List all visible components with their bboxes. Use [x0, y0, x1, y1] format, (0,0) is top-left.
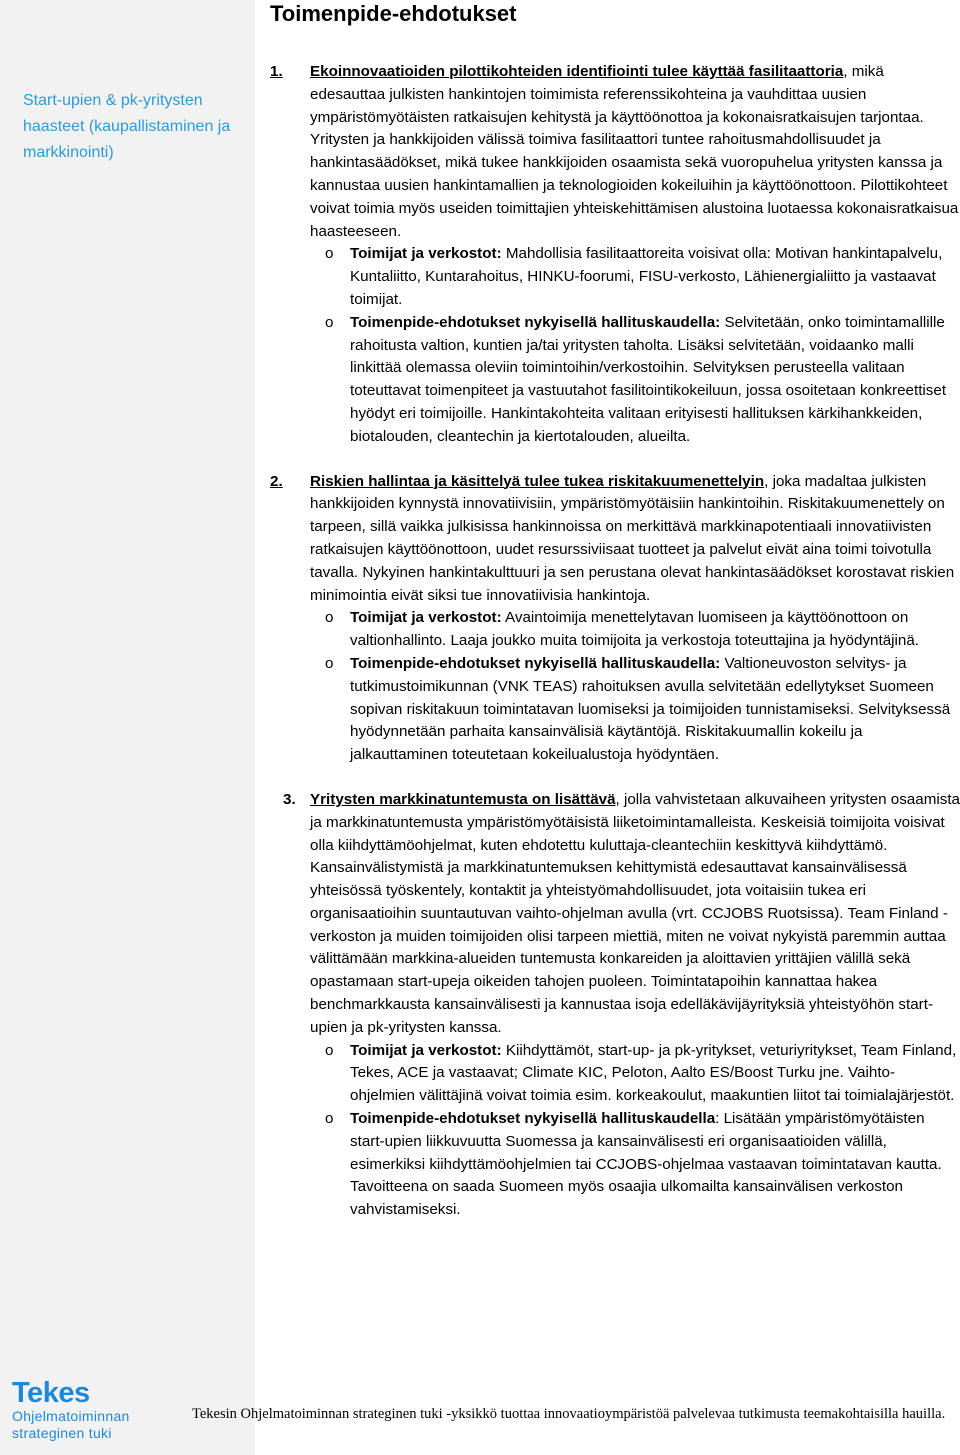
proposal-item-2 — [270, 471, 960, 767]
item-body: , joka madaltaa julkisten hankkijoiden kynnystä innovatiivisiin, ympäristömyötäisiin hankintoihin. Riskitakuumenettely on tarpeen, sillä vaikka julkisissa hankinnoissa on merkittävä markkinapotentiaali innovatiivisten ratkaisujen käyttöönottoon, uudet resurssiviisaat tuotteet ja palvelut eivät aina toimi toivotulla tavalla. Nykyinen hankintakulttuuri ja sen perustana olevat hankintasäädökset korostavat riskien minimointia eivät siksi tue innovatiivisia hankintoja. — [310, 472, 955, 604]
sub-item-text: Kiihdyttämöt, start-up- ja pk-yritykset, veturiyritykset, Team Finland, Tekes, ACE ja vastaavat; Climate KIC, Peloton, Aalto ES/Boost Turku jne. Vaihto-ohjelmien välittäjinä voivat toimia esim. korkeakoulut, maakuntien liitot tai toimialajärjestöt. — [350, 1041, 957, 1105]
sub-item — [310, 312, 960, 449]
page-footer: Tekesin Ohjelmatoiminnan strateginen tuki -yksikkö tuottaa innovaatioympäristöä palvelevaa tutkimusta teemakohtaisilla hauilla. — [192, 1406, 946, 1422]
item-paragraph — [310, 471, 960, 608]
sub-item-text: Avaintoimija menettelytavan luomiseen ja käyttöönottoon on valtionhallinto. Laaja joukko muita toimijoita ja verkostoja toteuttajina ja hyödyntäjinä. — [350, 609, 920, 650]
sub-item-lead: Toimijat ja verkostot: — [350, 1041, 502, 1059]
item-number: 1. — [270, 63, 283, 80]
item-lead: Ekoinnovaatioiden pilottikohteiden identifiointi tulee käyttää fasilitaattoria — [310, 63, 844, 80]
sub-item — [310, 1108, 960, 1222]
logo-wordmark: Tekes — [12, 1377, 90, 1409]
bullet-marker: o — [325, 609, 334, 627]
page-title: Toimenpide-ehdotukset — [270, 1, 517, 26]
sub-item — [310, 243, 960, 311]
sub-item-lead: Toimijat ja verkostot: — [350, 609, 502, 627]
proposal-list — [270, 61, 960, 1222]
sub-item-text: Mahdollisia fasilitaattoreita voisivat olla: Motivan hankintapalvelu, Kuntaliitto, Kuntarahoitus, HINKU-foorumi, FISU-verkosto, Lähienergialiitto ja vastaavat toimijat. — [350, 245, 943, 308]
logo-line-1: Ohjelmatoiminnan — [12, 1408, 130, 1424]
sub-item-lead: Toimijat ja verkostot: — [350, 245, 502, 263]
sub-item-text: Selvitetään, onko toimintamallille rahoitusta valtion, kuntien ja/tai yritysten taholta. Lisäksi selvitetään, voidaanko malli linkittää olemassa oleviin toimintoihin/verkostoihin. Selvityksen perusteella valitaan toteuttavat toimenpiteet ja vastuutahot fasilitointikokeiluun, jossa osoitetaan konkreettiset hyödyt eri toimijoille. Hankintakohteita valitaan erityisesti hallituksen kärkihankkeiden, biotalouden, cleantechin ja kiertotalouden, alueilta. — [350, 313, 947, 445]
item-body: , jolla vahvistetaan alkuvaiheen yritysten osaamista ja markkinatuntemusta ympäristömyötäisistä liiketoimintamalleista. Keskeisiä toimijoita voisivat olla kiihdyttämöohjelmat, kuten ehdotettu kuluttaja-cleantechiin keskittyvä kiihdyttämö. Kansainvälistymistä ja markkinatuntemuksen kehittymistä edesauttavat kansainvälisessä yhteisössä työskentely, kontaktit ja yhteistyömahdollisuudet, jota voitaisiin tukea eri organisaatioihin suuntautuvan vaihto-ohjelman avulla (vrt. CCJOBS Ruotsissa). Team Finland -verkoston ja muiden toimijoiden olisi tarpeen miettiä, miten ne voivat nykyistä paremmin auttaa välittämään markkina-alueiden tuntemusta konkareiden ja aloittavien yrittäjien välillä sekä opastamaan start-upeja oikeiden tahojen puoleen. Toimintatapoihin kannattaa hakea benchmarkkausta kansainvälisesti ja kannustaa isoja edelläkävijäyrityksiä yhteistyöhön start-upien ja pk-yritysten kanssa. — [310, 790, 960, 1036]
item-paragraph — [310, 61, 960, 243]
proposal-item-3 — [270, 789, 960, 1222]
bullet-marker: o — [325, 1110, 334, 1128]
sub-item-lead: Toimenpide-ehdotukset nykyisellä hallituskaudella — [350, 1110, 716, 1128]
sub-item-text: Valtioneuvoston selvitys- ja tutkimustoimikunnan (VNK TEAS) rahoituksen avulla selvitetään edellytykset Suomeen sopivan riskitakuun toimintatavan luomiseksi ja toimijoiden tunnistamiseksi. Selvityksessä hyödynnetään parhaita kansainvälisiä käytäntöjä. Riskitakuumallin kokeilu ja jalkauttaminen toteutetaan kokeilualustoja hyödyntäen. — [350, 654, 951, 764]
item-number: 3. — [283, 790, 296, 808]
bullet-marker: o — [325, 313, 334, 331]
sub-item-text: : Lisätään ympäristömyötäisten start-upien liikkuvuutta Suomessa ja kansainvälisesti eri organisaatioiden välillä, esimerkiksi kiihdyttämöohjelmien tai CCJOBS-ohjelmaa vastaavan toimintatavan kautta. Tavoitteena on saada Suomeen myös osaajia ulkomailta kansainvälisen verkoston vahvistamiseksi. — [350, 1110, 942, 1219]
item-lead: Riskien hallintaa ja käsittelyä tulee tukea riskitakuumenettelyin — [310, 472, 765, 490]
sidebar-heading: Start-upien & pk-yritysten haasteet (kaupallistaminen ja markkinointi) — [23, 92, 231, 161]
item-lead: Yritysten markkinatuntemusta on lisättävä — [310, 790, 616, 808]
item-number: 2. — [270, 472, 283, 490]
bullet-marker: o — [325, 1041, 334, 1059]
sub-item — [310, 653, 960, 767]
bullet-marker: o — [325, 654, 334, 672]
sub-item-lead: Toimenpide-ehdotukset nykyisellä hallituskaudella: — [350, 313, 721, 331]
sub-item — [310, 1040, 960, 1108]
item-body: , mikä edesauttaa julkisten hankintojen toimimista referenssikohteina ja vauhdittaa uusien ympäristömyötäisten ratkaisujen kehitystä ja käyttöönottoa ja kokonaisratkaisujen tarjontaa. Yritysten ja hankkijoiden välissä toimiva fasilitaattori tuntee rahoitusmahdollisuudet ja hankintasäädökset, mikä tukee hankkijoiden osaamista sekä vuoropuhelua yritysten kanssa ja kannustaa uusien hankintamallien ja teknologioiden kokeiluihin ja käyttöönottoon. Pilottikohteet voivat toimia myös useiden toimittajien yhteiskehittämisen alustoina luotaessa kokonaisratkaisua haasteeseen. — [310, 63, 959, 240]
sub-item-lead: Toimenpide-ehdotukset nykyisellä hallituskaudella: — [350, 654, 721, 672]
sidebar — [0, 0, 255, 1455]
bullet-marker: o — [325, 245, 334, 263]
item-paragraph — [310, 789, 960, 1040]
logo-line-2: strateginen tuki — [12, 1425, 112, 1441]
proposal-item-1 — [270, 61, 960, 449]
sub-item — [310, 607, 960, 653]
